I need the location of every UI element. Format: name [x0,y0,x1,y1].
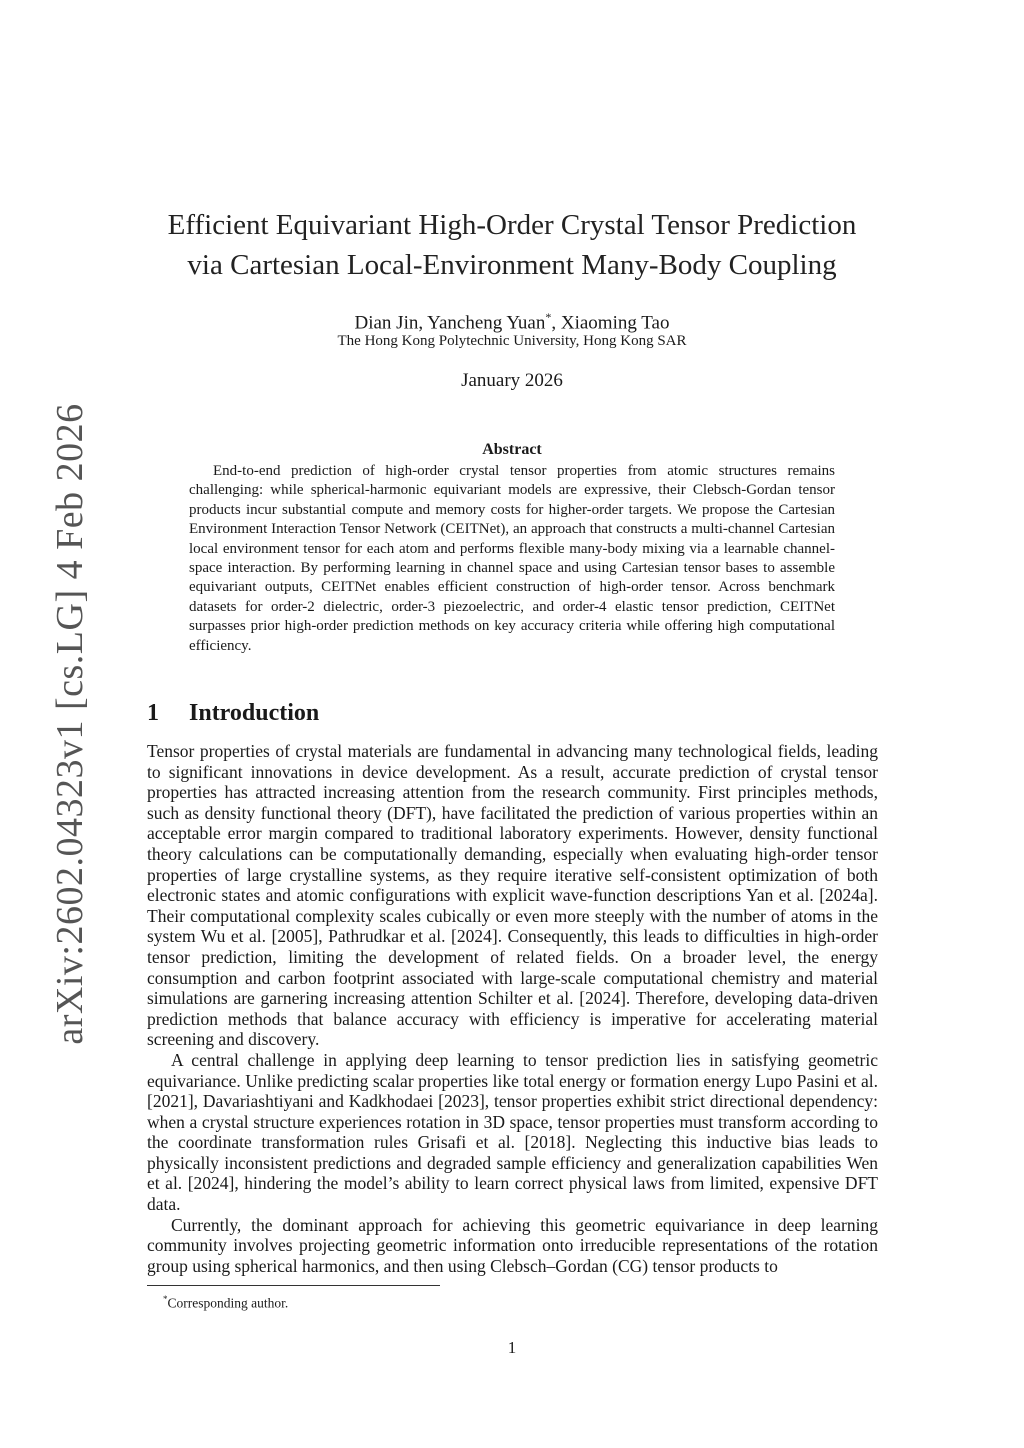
section-number: 1 [147,700,159,726]
footnote-corresponding-author [163,1290,288,1313]
abstract-heading: Abstract [482,441,542,458]
section-heading-introduction [147,697,319,729]
arxiv-identifier-stamp: arXiv:2602.04323v1 [cs.LG] 4 Feb 2026 [49,403,91,1045]
section-title: Introduction [189,700,320,726]
paragraph: Currently, the dominant approach for achieving this geometric equivariance in deep learning community involves projecting geometric information onto irreducible representations of the rotation group using spherical harmonics, and then using Clebsch–Gordan (CG) tensor products to [147,1214,878,1276]
page-number: 1 [507,1338,517,1357]
footnote-text: Corresponding author. [167,1295,289,1311]
paper-title-line-2: via Cartesian Local-Environment Many-Body Coupling [187,249,837,281]
author-footnote-mark: * [545,310,552,324]
footnote-divider [147,1285,440,1286]
author-names-primary: Dian Jin, Yancheng Yuan [354,312,546,334]
introduction-body [147,741,878,1276]
author-names-secondary: , Xiaoming Tao [551,312,670,334]
footnote-mark: * [163,1294,168,1304]
author-affiliation: The Hong Kong Polytechnic University, Hong Kong SAR [337,333,687,349]
paper-title [147,205,877,285]
publication-date: January 2026 [461,370,563,391]
paragraph: Tensor properties of crystal materials are fundamental in advancing many technological fields, leading to significant innovations in device development. As a result, accurate prediction of crystal tensor properties has attracted increasing attention from the research community. First principles methods, such as density functional theory (DFT), have facilitated the prediction of various properties within an acceptable error margin compared to traditional laboratory experiments. However, density functional theory calculations can be computationally demanding, especially when evaluating high-order tensor properties of large crystalline systems, as they require iterative self-consistent optimization of both electronic states and atomic configurations with explicit wave-function descriptions Yan et al. [2024a]. Their computational complexity scales cubically or even more steeply with the number of atoms in the system Wu et al. [2005], Pathrudkar et al. [2024]. Consequently, this leads to difficulties in high-order tensor prediction, limiting the development of related fields. On a broader level, the energy consumption and carbon footprint associated with large-scale computational chemistry and material simulations are garnering increasing attention Schilter et al. [2024]. Therefore, developing data-driven prediction methods that balance accuracy with efficiency is imperative for accelerating material screening and discovery. [147,741,878,1050]
paragraph: A central challenge in applying deep learning to tensor prediction lies in satisfying geometric equivariance. Unlike predicting scalar properties like total energy or formation energy Lupo Pasini et al. [2021], Davariashtiyani and Kadkhodaei [2023], tensor properties exhibit strict directional dependency: when a crystal structure experiences rotation in 3D space, tensor properties must transform according to the coordinate transformation rules Grisafi et al. [2018]. Neglecting this inductive bias leads to physically inconsistent predictions and degraded sample efficiency and generalization capabilities Wen et al. [2024], hindering the model’s ability to learn correct physical laws from limited, expensive DFT data. [147,1049,878,1215]
paper-title-line-1: Efficient Equivariant High-Order Crystal Tensor Prediction [167,209,857,241]
abstract-text: End-to-end prediction of high-order crystal tensor properties from atomic structures remains challenging: while spherical-harmonic equivariant models are expressive, their Clebsch-Gordan tensor products incur substantial compute and memory costs for higher-order targets. We propose the Cartesian Environment Interaction Tensor Network (CEITNet), an approach that constructs a multi-channel Cartesian local environment tensor for each atom and performs flexible many-body mixing via a learnable channel-space interaction. By performing learning in channel space and using Cartesian tensor bases to assemble equivariant outputs, CEITNet enables efficient construction of high-order tensor. Across benchmark datasets for order-2 dielectric, order-3 piezoelectric, and order-4 elastic tensor prediction, CEITNet surpasses prior high-order prediction methods on key accuracy criteria while offering high computational efficiency. [189,463,835,654]
